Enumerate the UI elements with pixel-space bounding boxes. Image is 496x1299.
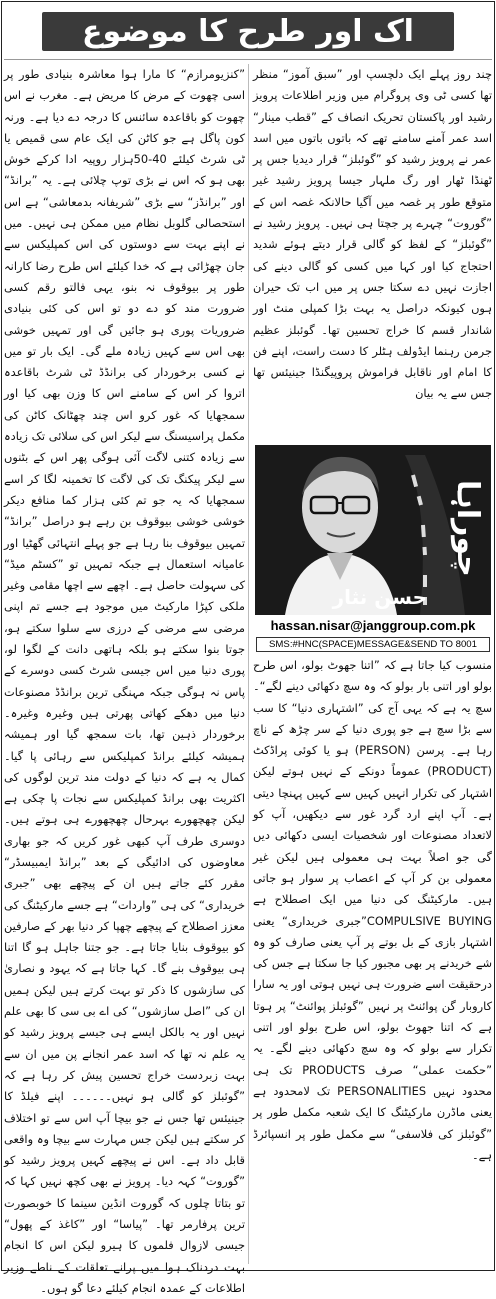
sms-info: SMS:#HNC(SPACE)MESSAGE&SEND TO 8001 xyxy=(256,637,490,652)
article-column-left xyxy=(4,64,245,1295)
author-email: hassan.nisar@janggroup.com.pk xyxy=(270,618,476,633)
author-name: حسن نثار xyxy=(332,585,427,609)
article-column-right-bottom xyxy=(253,655,492,1261)
column-divider xyxy=(248,64,249,1264)
article-column-right-top xyxy=(253,64,492,442)
article-paragraph: ”کنزیومرازم“ کا مارا ہوا معاشرہ بنیادی طور پر اسی چھوت کے مرض کا مریض ہے۔ مغرب نے اس چھوت کو باقاعدہ سائنس کا درجہ دے دیا ہے۔ ورنہ کون پاگل ہے جو کاٹن کی ایک عام سی قمیص یا ٹی شرٹ کیلئے 40-50ہزار روپیہ ادا کرکے خوش بھی ہو کہ اس نے بڑی توپ چلائی ہے۔ یہ ”برانڈ“ اور ”برانڈز“ سے بڑی ”شریفانہ بدمعاشی“ ہے اس استحصالی گلوبل نظام میں ممکن ہی نہیں۔ میں نے اپنے بہت سے دوستوں کی اس کمپلیکس سے جان چھڑائی ہے کہ خدا کیلئے اس طرح رضا کارانہ طور پر بیوقوف نہ بنو، یہی فالتو رقم کسی ضرورت مند کو دے دو تو اس کی کئی بنیادی ضروریات پوری ہو جائیں گی اور تمہیں خوشی بھی اس سے کہیں زیادہ ملے گی۔ ایک بار تو میں نے کسی برخوردار کی برانڈڈ ٹی شرٹ باقاعدہ اتروا کر اس کے سامنے اس کا وزن بھی کیا اور سمجھایا کہ غور کرو اس چند چھٹانک کاٹن کی مکمل پراسیسنگ سے لیکر اس کی سلائی تک زیادہ سے زیادہ کتنی لاگت آئی ہوگی پھر اس کے بٹنوں سے لیکر پیکنگ تک کی لاگت کا تخمینہ لگا کر اسے سمجھایا کہ یہ جو تم کئی ہزار کما منافع دیکر خوشی خوشی بیوقوف بن رہے ہو دراصل ”برانڈ“ تمہیں بیوقوف بنا رہا ہے جو پہلے انتہائی گھٹیا اور عامیانہ استعمال ہے جبکہ تمہیں تو ”کسٹم میڈ“ کی سہولت حاصل ہے۔ اچھے سے اچھا مقامی وغیر ملکی کپڑا مارکیٹ میں موجود ہے جسے تم اپنی مرضی سے مرضی کے درزی سے سلوا سکتے ہو، جوتا بنوا سکتے ہو بلکہ ہاتھی دانت کے لگوا لو، پوری دنیا میں اس جیسی شرٹ کسی دوسرے کے پاس نہ ہوگی جبکہ مہنگی ترین برانڈڈ مصنوعات دنیا میں دھکے کھاتی پھرتی ہیں وغیرہ وغیرہ۔ برخوردار ذہین تھا، بات سمجھ گیا اور ہمیشہ ہمیشہ کیلئے برانڈ کمپلیکس سے رہائی پا گیا۔ کمال یہ ہے کہ دنیا کے دولت مند ترین لوگوں کی اکثریت بھی برانڈ کمپلیکس سے نجات پا چکی ہے لیکن چھچھورے بہرحال چھچھورے ہی ہوتے ہیں۔ دوسری طرف آپ کبھی غور کریں کہ جو بھاری معاوضوں کی ادائیگی کے بعد ”برانڈ ایمبیسڈر“ مقرر کئے جاتے ہیں ان کے پیچھے بھی ”جبری خریداری“ کی ہی ”واردات“ ہے جسے مارکیٹنگ کی معزز اصطلاح کے پیچھے چھپا کر دنیا بھر کے صارفین کو بیوقوف بنایا جاتا ہے۔ جو جتنا جاہل ہو گا اتنا ہی بیوقوف بنے گا۔ کہا جاتا ہے کہ یہود و نصاریٰ کی سازشوں کا ذکر تو بہت کرتے ہیں لیکن ہمیں ان کی ”اصل سازشوں“ کی اے بی سی کا بھی علم نہیں اور یہ بالکل ایسے ہی جیسے پرویز رشید کو یہ علم نہ تھا کہ اسد عمر انجانے پن میں ان سے بہت زبردست خراج تحسین پیش کر رہا ہے کہ ”گوئبلز کو گالی ہو نہیں۔۔۔۔۔۔ اپنے فیلڈ کا جینیئس تھا جس نے جو بیچا آپ اس سے تو اختلاف کر سکتے ہیں لیکن جس مہارت سے بیچا وہ واقعی قابل داد ہے۔ اس نے پیچھے کہیں پرویز رشید کو ”گوروت“ کہہ دیا۔ پرویز نے بھی کچھ نہیں کہا کہ تو بتاتا چلوں کہ گوروت انڈین سینما کا خوبصورت ترین پرفارمر تھا۔ ”پیاسا“ اور ”کاغذ کے پھول“ جیسی لازوال فلموں کا ہیرو لیکن اس کا انجام بہت دردناک ہوا میں پرانے تعلقات کے ناطے وزیر اطلاعات کے عمدہ انجام کیلئے دعا گو ہوں۔ xyxy=(4,67,245,1295)
article-headline: اک اور طرح کا موضوع xyxy=(42,12,454,51)
columnist-banner xyxy=(255,445,491,615)
headline-bar xyxy=(4,4,492,60)
article-paragraph: چند روز پہلے ایک دلچسپ اور ”سبق آموز“ منظر تھا کسی ٹی وی پروگرام میں وزیر اطلاعات پرویز رشید اور پاکستان تحریک انصاف کے ”قطب مینار“ اسد عمر آمنے سامنے تھے کہ باتوں باتوں میں اسد عمر نے پرویز رشید کو ”گوئبلز“ قرار دیدیا جس پر ٹھنڈا ٹھار اور رگ ملہار جیسا پرویز رشید غیر متوقع طور پر غصہ میں آگیا حالانکہ غصہ اس کے ”گوروت“ چہرے پر جچتا ہی نہیں۔ پرویز رشید نے ”گوئبلز“ کے لفظ کو گالی قرار دیتے ہوئے شدید احتجاج کیا اور کہا میں کسی کو گالی دینے کی اجازت نہیں دے سکتا جس پر میں اب تک حیران ہوں کیونکہ دراصل یہ بہت بڑا کمپلی منٹ اور شاندار قسم کا خراج تحسین تھا۔ گوئبلز عظیم جرمن رہنما ایڈولف ہٹلر کا دست راست، اپنے فن کا امام اور ناقابل فراموش پروپیگنڈا جینیئس تھا جس سے یہ بیان xyxy=(253,67,492,401)
article-paragraph: منسوب کیا جاتا ہے کہ ”اتنا جھوٹ بولو، اس طرح بولو اور اتنی بار بولو کہ وہ سچ دکھائی دینے لگے“۔ سچ یہ ہے کہ یہی آج کی ”اشتہاری دنیا“ کا سب سے بڑا سچ ہے جو پوری دنیا کے سر چڑھ کے ناچ رہا ہے۔ پرسن (PERSON) ہو یا کوئی پراڈکٹ (PRODUCT) عموماً دونکے کے نہیں ہوتے لیکن اشتہار کی تکرار انہیں کہیں سے کہیں پہنچا دیتی ہے۔ آپ اپنے ارد گرد غور سے دیکھیں، آپ کو لاتعداد مصنوعات اور شخصیات ایسی دکھائی دیں گی جو اصلاً بہت ہی معمولی ہیں لیکن غیر معمولی بن کر آپ کے اعصاب پر سوار ہو جاتی ہیں۔ مارکیٹنگ کی دنیا میں ایک اصطلاح ہے COMPULSIVE BUYING”جبری خریداری“ یعنی اشتہار بازی کے بل بوتے پر آپ یعنی صارف کو وہ شے خریدنے پر بھی مجبور کیا جا سکتا ہے جس کی درحقیقت اسے ضرورت ہی نہیں ہوتی اور یہ سارا کاروبار گن پوائنٹ پر نہیں ”گوئبلز پوائنٹ“ پر ہوتا ہے کہ اتنا جھوٹ بولو، اس طرح بولو اور اتنی تکرار سے بولو کہ وہ سچ دکھائی دینے لگے۔ یہ ”حکمت عملی“ صرف PRODUCTS تک ہی محدود نہیں PERSONALITIES تک لامحدود ہے یعنی ماڈرن مارکیٹنگ کا ایک شعبہ مکمل طور پر ”گوئبلز کی فلاسفی“ سے مکمل طور پر انسپائرڈ ہے۔ xyxy=(252,658,493,1162)
column-logo: چوراہا xyxy=(450,479,485,577)
